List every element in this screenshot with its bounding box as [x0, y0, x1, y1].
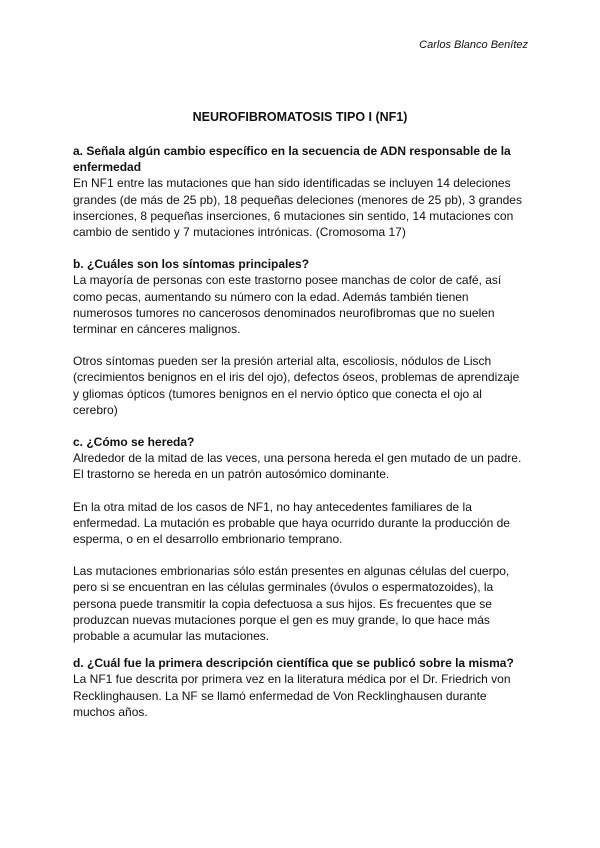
- author-name: Carlos Blanco Benítez: [419, 39, 528, 51]
- paragraph: Otros síntomas pueden ser la presión arterial alta, escoliosis, nódulos de Lisch (crecimientos benignos en el iris del ojo), defectos óseos, problemas de aprendizaje y gliomas ópticos (tumores benignos en el nervio óptico que conecta el ojo al cerebro): [73, 354, 520, 417]
- document-body: [73, 143, 528, 720]
- section-b: [73, 256, 528, 418]
- document-title: NEUROFIBROMATOSIS TIPO I (NF1): [192, 110, 408, 124]
- section-c: [73, 434, 528, 644]
- section-heading: b. ¿Cuáles son los síntomas principales?: [73, 257, 310, 272]
- section-heading: a. Señala algún cambio específico en la secuencia de ADN responsable de la enfermedad: [73, 144, 511, 175]
- section-heading: c. ¿Cómo se hereda?: [73, 435, 195, 450]
- section-heading: d. ¿Cuál fue la primera descripción científica que se publicó sobre la misma?: [73, 656, 514, 671]
- section-a: [73, 143, 528, 240]
- paragraph: La mayoría de personas con este trastorno posee manchas de color de café, así como pecas, aumentando su número con la edad. Además también tienen numerosos tumores no cancerosos denominados neurofibromas que no suelen terminar en cánceres malignos.: [73, 273, 502, 337]
- paragraph: Alrededor de la mitad de las veces, una persona hereda el gen mutado de un padre. El trastorno se hereda en un patrón autosómico dominante.: [73, 451, 522, 482]
- paragraph: La NF1 fue descrita por primera vez en la literatura médica por el Dr. Friedrich von Recklinghausen. La NF se llamó enfermedad de Von Recklinghausen durante muchos años.: [73, 672, 511, 719]
- paragraph: Las mutaciones embrionarias sólo están presentes en algunas células del cuerpo, pero si se encuentran en las células germinales (óvulos o espermatozoides), la persona puede transmitir la copia defectuosa a sus hijos. Es frecuentes que se produzcan nuevas mutaciones porque el gen es muy grande, lo que hace más probable a acumular las mutaciones.: [73, 564, 510, 644]
- section-d: [73, 655, 528, 720]
- paragraph: En la otra mitad de los casos de NF1, no hay antecedentes familiares de la enfermedad. La mutación es probable que haya ocurrido durante la producción de esperma, o en el desarrollo embrionario temprano.: [73, 499, 510, 547]
- paragraph: En NF1 entre las mutaciones que han sido identificadas se incluyen 14 deleciones grandes (de más de 25 pb), 18 pequeñas deleciones (menores de 25 pb), 3 grandes inserciones, 8 pequeñas inserciones, 6 mutaciones sin sentido, 14 mutaciones con cambio de sentido y 7 mutaciones intrónicas. (Cromosoma 17): [73, 176, 522, 240]
